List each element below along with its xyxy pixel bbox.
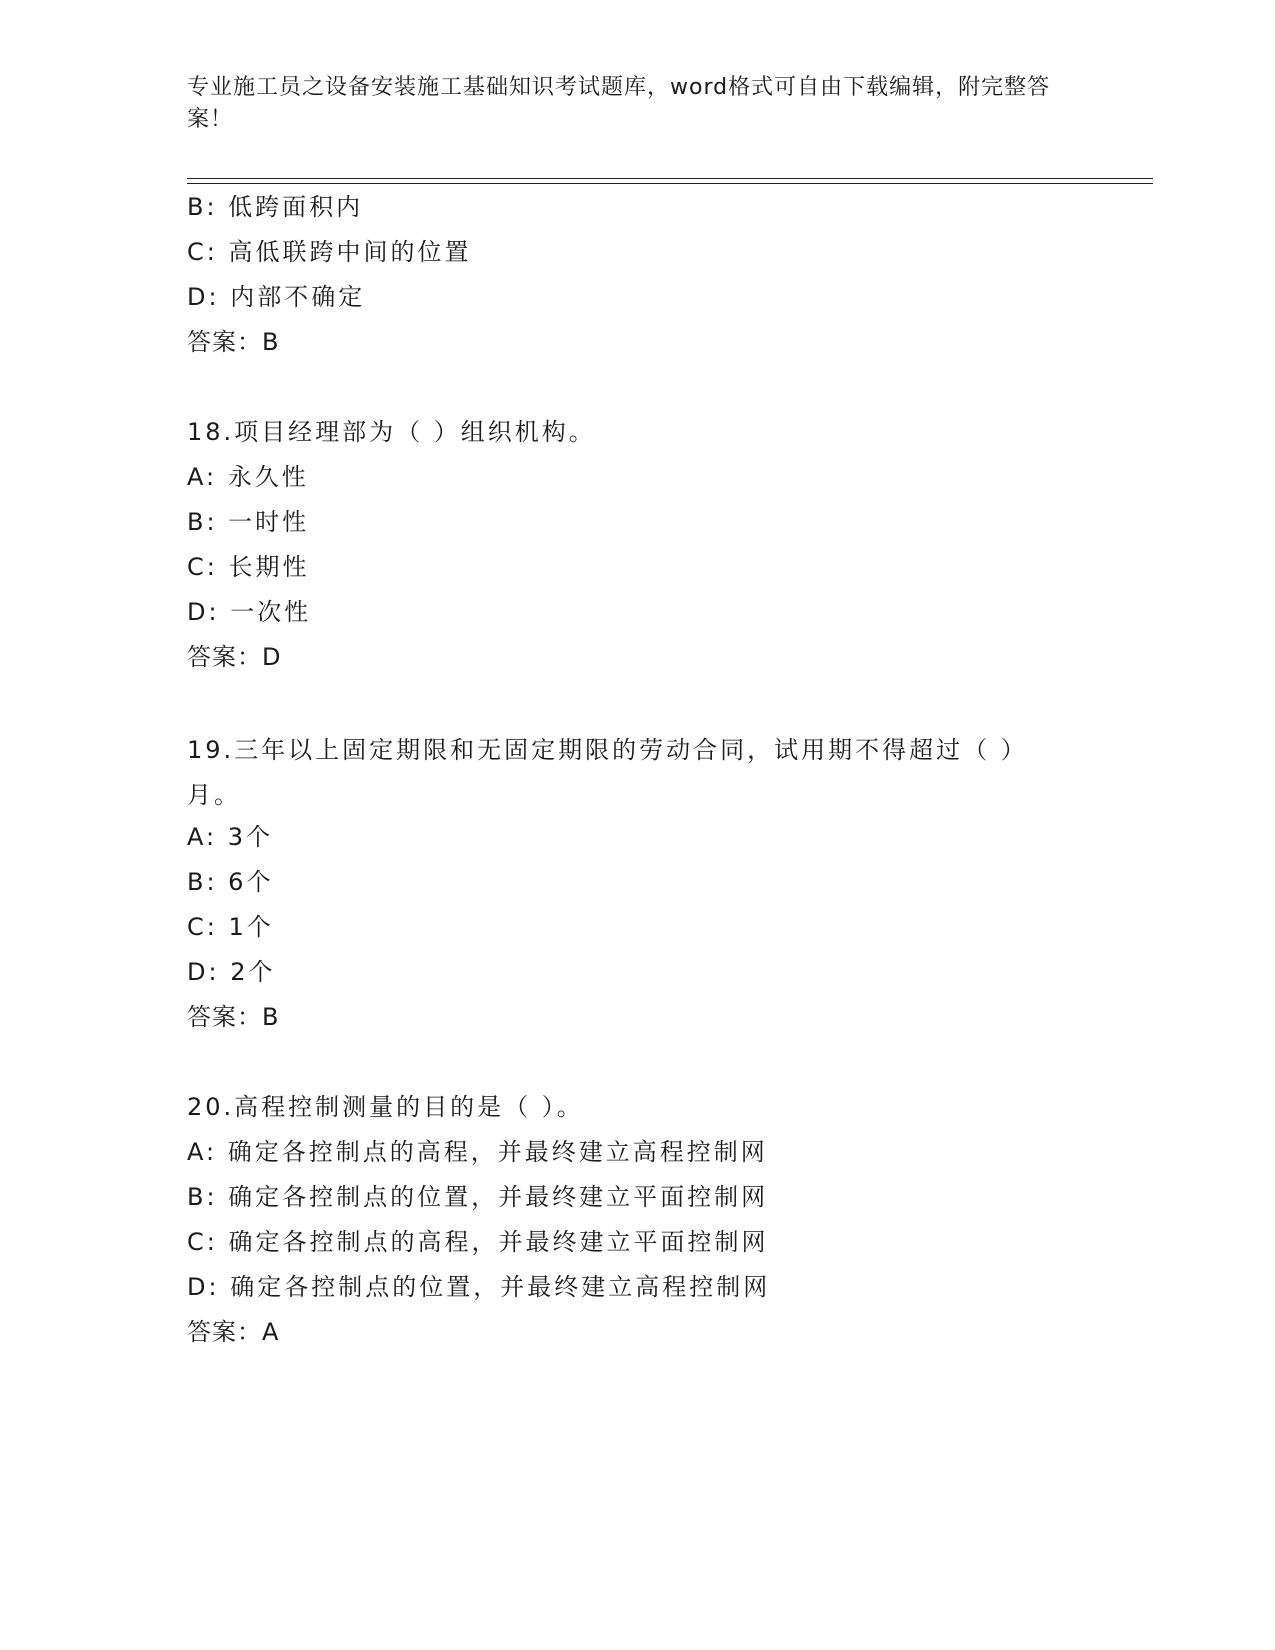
answer-line: 答案：A bbox=[187, 1318, 280, 1346]
header-divider-bottom bbox=[187, 183, 1153, 184]
option-c: C: 确定各控制点的高程，并最终建立平面控制网 bbox=[187, 1228, 769, 1256]
page-header-title: 专业施工员之设备安装施工基础知识考试题库，word格式可自由下载编辑，附完整答案！ bbox=[187, 75, 1051, 132]
answer-line: 答案：B bbox=[187, 1003, 280, 1031]
option-c: C: 长期性 bbox=[187, 553, 310, 581]
option-a: A: 3个 bbox=[187, 823, 273, 851]
question-stem: 20.高程控制测量的目的是（ ）。 bbox=[187, 1093, 584, 1121]
option-b: B: 6个 bbox=[187, 868, 274, 896]
answer-line: 答案：D bbox=[187, 643, 282, 671]
answer-line: 答案：B bbox=[187, 328, 280, 356]
option-d: D: 内部不确定 bbox=[187, 283, 366, 311]
option-b: B: 低跨面积内 bbox=[187, 193, 364, 221]
option-c: C: 1个 bbox=[187, 913, 274, 941]
question-stem: 19.三年以上固定期限和无固定期限的劳动合同，试用期不得超过（ ）月。 bbox=[187, 736, 1028, 809]
option-d: D: 一次性 bbox=[187, 598, 312, 626]
option-b: B: 一时性 bbox=[187, 508, 310, 536]
question-stem: 18.项目经理部为（ ）组织机构。 bbox=[187, 418, 596, 446]
header-divider-top bbox=[187, 178, 1153, 179]
option-d: D: 2个 bbox=[187, 958, 276, 986]
option-a: A: 永久性 bbox=[187, 463, 309, 491]
option-d: D: 确定各控制点的位置，并最终建立高程控制网 bbox=[187, 1273, 771, 1301]
option-c: C: 高低联跨中间的位置 bbox=[187, 238, 472, 266]
option-a: A: 确定各控制点的高程，并最终建立高程控制网 bbox=[187, 1138, 768, 1166]
option-b: B: 确定各控制点的位置，并最终建立平面控制网 bbox=[187, 1183, 769, 1211]
